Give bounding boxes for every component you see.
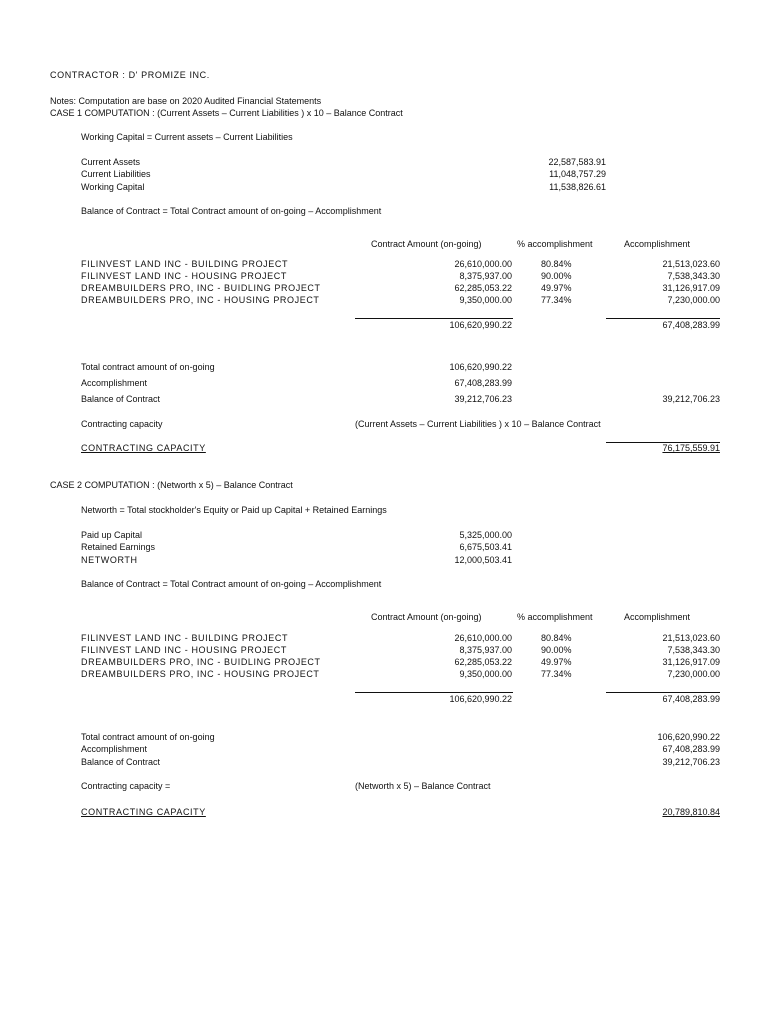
table-row-pct: 80.84% [541, 633, 572, 643]
summary-total-value: 106,620,990.22 [449, 362, 512, 372]
networth-formula: Networth = Total stockholder's Equity or Paid up Capital + Retained Earnings [81, 505, 387, 515]
table-row-name: DREAMBUILDERS PRO, INC - BUIDLING PROJECT [81, 283, 321, 293]
table-row-pct: 90.00% [541, 271, 572, 281]
total-contract-amount: 106,620,990.22 [449, 320, 512, 330]
contracting-capacity-final-label: CONTRACTING CAPACITY [81, 807, 206, 817]
table-row-accomplishment: 7,538,343.30 [667, 645, 720, 655]
summary-balance-value: 39,212,706.23 [454, 394, 512, 404]
total-accomplishment: 67,408,283.99 [662, 320, 720, 330]
table-row-name: FILINVEST LAND INC - HOUSING PROJECT [81, 645, 287, 655]
header-contract-amount: Contract Amount (on-going) [371, 239, 482, 249]
contractor-title: CONTRACTOR : D' PROMIZE INC. [50, 70, 210, 80]
summary-total-label: Total contract amount of on-going [81, 732, 215, 742]
summary-total-value: 106,620,990.22 [657, 732, 720, 742]
summary-accomplishment-label: Accomplishment [81, 378, 148, 388]
summary-accomplishment-label: Accomplishment [81, 744, 148, 754]
working-capital-formula: Working Capital = Current assets – Current Liabilities [81, 132, 293, 142]
table-row-name: FILINVEST LAND INC - BUILDING PROJECT [81, 633, 289, 643]
contracting-capacity-final-value: 20,789,810.84 [662, 807, 720, 817]
total-rule-accomplishment [606, 318, 720, 319]
table-row-amount: 9,350,000.00 [459, 295, 512, 305]
total-rule-amount [355, 318, 513, 319]
contracting-capacity-final-label: CONTRACTING CAPACITY [81, 443, 206, 453]
total-accomplishment: 67,408,283.99 [662, 694, 720, 704]
current-assets-value: 22,587,583.91 [548, 157, 606, 167]
networth-value: 12,000,503.41 [454, 555, 512, 565]
table-row-name: FILINVEST LAND INC - BUILDING PROJECT [81, 259, 289, 269]
contracting-capacity-formula: (Current Assets – Current Liabilities ) x 10 – Balance Contract [355, 419, 601, 429]
notes-text: Notes: Computation are base on 2020 Audited Financial Statements [50, 96, 322, 106]
total-rule-amount [355, 692, 513, 693]
balance-contract-right-value: 39,212,706.23 [662, 394, 720, 404]
retained-earnings-value: 6,675,503.41 [459, 542, 512, 552]
paid-up-capital-value: 5,325,000.00 [459, 530, 512, 540]
table-row-amount: 62,285,053.22 [454, 657, 512, 667]
summary-balance-value: 39,212,706.23 [662, 757, 720, 767]
contracting-capacity-formula: (Networth x 5) – Balance Contract [355, 781, 491, 791]
summary-balance-label: Balance of Contract [81, 394, 161, 404]
header-pct-accomplishment: % accomplishment [517, 612, 593, 622]
table-row-accomplishment: 7,538,343.30 [667, 271, 720, 281]
header-contract-amount: Contract Amount (on-going) [371, 612, 482, 622]
case2-heading: CASE 2 COMPUTATION : (Networth x 5) – Balance Contract [50, 480, 293, 490]
table-row-name: FILINVEST LAND INC - HOUSING PROJECT [81, 271, 287, 281]
header-accomplishment: Accomplishment [624, 239, 691, 249]
table-row-name: DREAMBUILDERS PRO, INC - HOUSING PROJECT [81, 669, 320, 679]
contracting-capacity-final-value: 76,175,559.91 [662, 443, 720, 453]
table-row-amount: 9,350,000.00 [459, 669, 512, 679]
table-row-amount: 62,285,053.22 [454, 283, 512, 293]
header-accomplishment: Accomplishment [624, 612, 691, 622]
current-liabilities-value: 11,048,757.29 [549, 169, 606, 179]
table-row-amount: 26,610,000.00 [454, 633, 512, 643]
table-row-accomplishment: 21,513,023.60 [662, 259, 720, 269]
retained-earnings-label: Retained Earnings [81, 542, 156, 552]
table-row-pct: 77.34% [541, 295, 572, 305]
table-row-accomplishment: 7,230,000.00 [667, 295, 720, 305]
table-row-amount: 8,375,937.00 [459, 645, 512, 655]
table-row-accomplishment: 31,126,917.09 [662, 283, 720, 293]
networth-label: NETWORTH [81, 555, 138, 565]
table-row-pct: 49.97% [541, 283, 572, 293]
working-capital-label: Working Capital [81, 182, 145, 192]
table-row-accomplishment: 21,513,023.60 [662, 633, 720, 643]
table-row-accomplishment: 31,126,917.09 [662, 657, 720, 667]
table-row-name: DREAMBUILDERS PRO, INC - HOUSING PROJECT [81, 295, 320, 305]
total-rule-accomplishment [606, 692, 720, 693]
table-row-accomplishment: 7,230,000.00 [667, 669, 720, 679]
table-row-amount: 26,610,000.00 [454, 259, 512, 269]
paid-up-capital-label: Paid up Capital [81, 530, 143, 540]
header-pct-accomplishment: % accomplishment [517, 239, 593, 249]
total-contract-amount: 106,620,990.22 [449, 694, 512, 704]
contracting-capacity-label: Contracting capacity [81, 419, 163, 429]
summary-balance-label: Balance of Contract [81, 757, 161, 767]
summary-total-label: Total contract amount of on-going [81, 362, 215, 372]
current-assets-label: Current Assets [81, 157, 141, 167]
working-capital-value: 11,538,826.61 [549, 182, 606, 192]
balance-contract-formula: Balance of Contract = Total Contract amount of on-going – Accomplishment [81, 206, 382, 216]
summary-accomplishment-value: 67,408,283.99 [454, 378, 512, 388]
table-row-name: DREAMBUILDERS PRO, INC - BUIDLING PROJECT [81, 657, 321, 667]
case1-heading: CASE 1 COMPUTATION : (Current Assets – Current Liabilities ) x 10 – Balance Contract [50, 108, 403, 118]
table-row-amount: 8,375,937.00 [459, 271, 512, 281]
summary-accomplishment-value: 67,408,283.99 [662, 744, 720, 754]
table-row-pct: 49.97% [541, 657, 572, 667]
current-liabilities-label: Current Liabilities [81, 169, 151, 179]
table-row-pct: 80.84% [541, 259, 572, 269]
table-row-pct: 90.00% [541, 645, 572, 655]
table-row-pct: 77.34% [541, 669, 572, 679]
balance-contract-formula: Balance of Contract = Total Contract amount of on-going – Accomplishment [81, 579, 382, 589]
contracting-capacity-label: Contracting capacity = [81, 781, 171, 791]
